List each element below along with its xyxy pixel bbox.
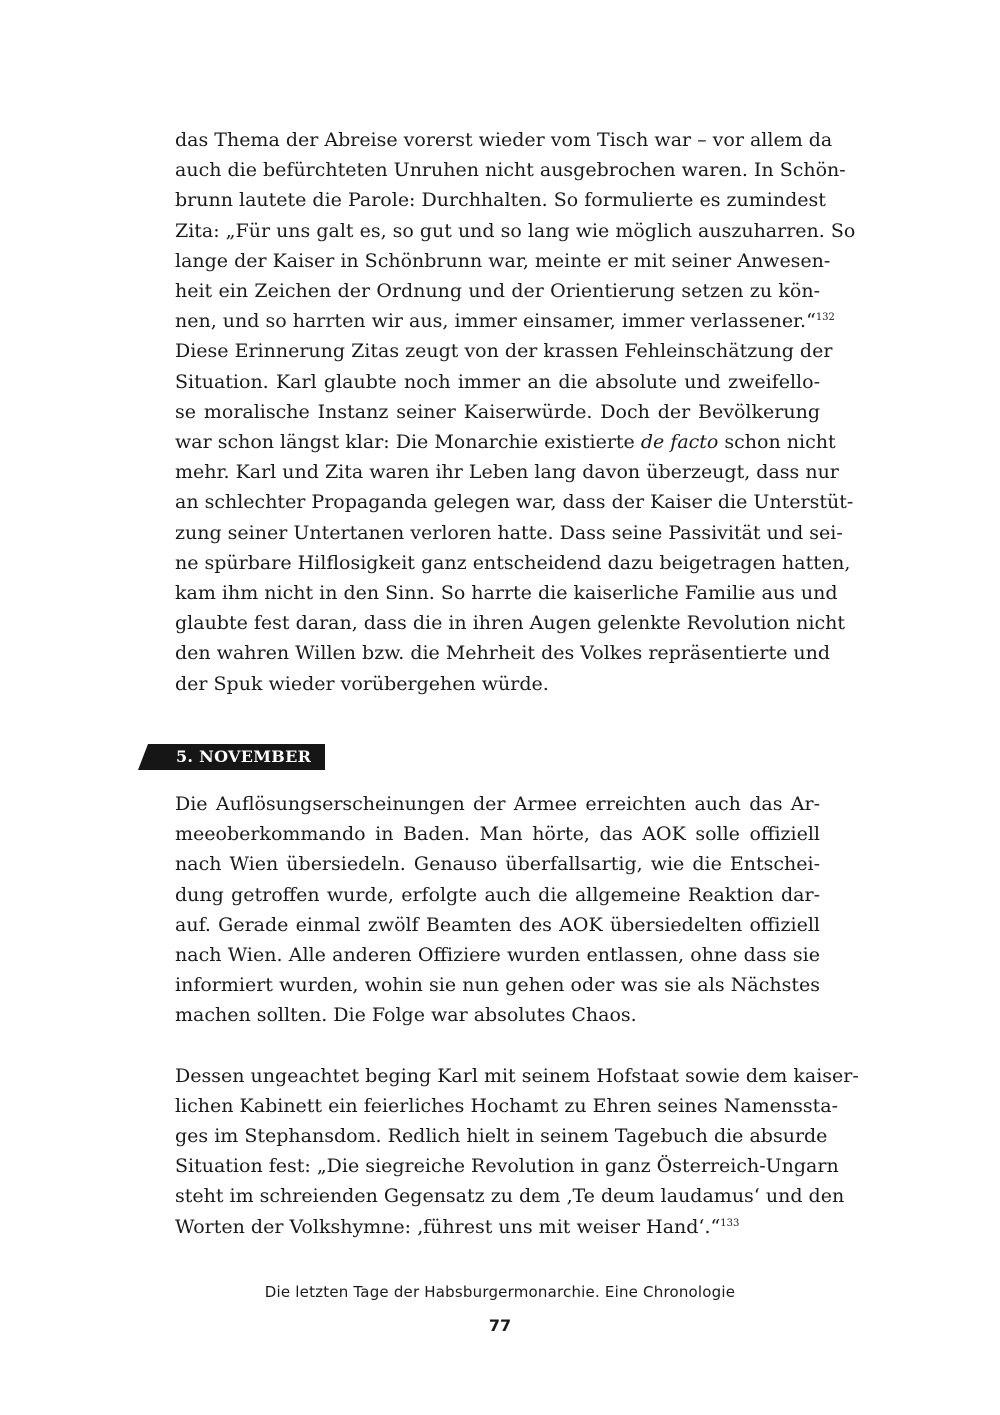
body-text-upper [175, 125, 856, 699]
text-line: auf. Gerade einmal zwölf Beamten des AOK übersiedelten offiziell [175, 913, 820, 936]
text-line: nach Wien. Alle anderen Offiziere wurden entlassen, ohne dass sie [175, 944, 820, 967]
footnote-reference: 133 [720, 1217, 740, 1229]
text-line: Die Auflösungserscheinungen der Armee erreichten auch das Ar- [175, 793, 820, 815]
text-line: Situation. Karl glaubte noch immer an die absolute und zweifello- [175, 370, 820, 393]
text-line: kam ihm nicht in den Sinn. So harrte die kaiserliche Familie aus und [175, 582, 838, 605]
text-line: lichen Kabinett ein feierliches Hochamt zu Ehren seines Namenssta- [175, 1094, 839, 1117]
text-line: auch die befürchteten Unruhen nicht ausgebrochen waren. In Schön- [175, 159, 846, 182]
text-line: ne spürbare Hilflosigkeit ganz entscheidend dazu beigetragen hatten, [175, 551, 851, 574]
text-line-with-footnote [175, 1212, 820, 1242]
text-line: nach Wien übersiedeln. Genauso überfallsartig, wie die Entschei- [175, 853, 820, 876]
footnote-reference: 132 [815, 312, 835, 324]
body-text-lower [175, 789, 859, 1242]
text-line-with-footnote [175, 306, 835, 336]
text-line: Situation fest: „Die siegreiche Revolution in ganz Österreich-Ungarn [175, 1155, 839, 1178]
text-line: informiert wurden, wohin sie nun gehen oder was sie als Nächstes [175, 974, 820, 997]
text-line: Zita: „Für uns galt es, so gut und so lang wie möglich auszuharren. So [175, 219, 856, 242]
text-line-with-italic [175, 427, 836, 457]
text-line: der Spuk wieder vorübergehen würde. [175, 672, 549, 695]
text-line: das Thema der Abreise vorerst wieder vom Tisch war – vor allem da [175, 129, 833, 151]
text-line: Diese Erinnerung Zitas zeugt von der krassen Fehleinschätzung der [175, 340, 833, 363]
text-line: meeoberkommando in Baden. Man hörte, das AOK solle offiziell [175, 823, 820, 846]
text-line: ges im Stephansdom. Redlich hielt in seinem Tagebuch die absurde [175, 1125, 828, 1148]
text-line: heit ein Zeichen der Ordnung und der Orientierung setzen zu kön- [175, 280, 820, 303]
text-line: nen, und so harrten wir aus, immer einsamer, immer verlassener.“ [175, 310, 816, 333]
section-heading-label: 5. NOVEMBER [176, 747, 312, 766]
text-line: an schlechter Propaganda gelegen war, dass der Kaiser die Unterstüt- [175, 491, 854, 514]
text-line: steht im schreienden Gegensatz zu dem ‚Te deum laudamus‘ und den [175, 1185, 845, 1208]
paragraph [175, 1061, 859, 1242]
text-line: zung seiner Untertanen verloren hatte. Dass seine Passivität und sei- [175, 521, 843, 544]
paragraph [175, 125, 856, 699]
text-line-continuation: schon nicht [718, 431, 836, 454]
heading-notch-decoration [138, 744, 148, 770]
text-line: lange der Kaiser in Schönbrunn war, meinte er mit seiner Anwesen- [175, 249, 831, 272]
section-heading [138, 744, 325, 770]
text-line: se moralische Instanz seiner Kaiserwürde. Doch der Bevölkerung [175, 400, 820, 423]
page-number: 77 [488, 1316, 512, 1335]
running-footer: Die letzten Tage der Habsburgermonarchie. Eine Chronologie [264, 1283, 736, 1301]
italic-phrase: de facto [640, 431, 719, 454]
text-line: mehr. Karl und Zita waren ihr Leben lang davon überzeugt, dass nur [175, 461, 839, 484]
text-line: den wahren Willen bzw. die Mehrheit des Volkes repräsentierte und [175, 642, 831, 665]
text-line: dung getroffen wurde, erfolgte auch die allgemeine Reaktion dar- [175, 883, 820, 906]
text-line: Dessen ungeachtet beging Karl mit seinem Hofstaat sowie dem kaiser- [175, 1064, 859, 1087]
paragraph [175, 789, 820, 1031]
text-line: glaubte fest daran, dass die in ihren Augen gelenkte Revolution nicht [175, 612, 845, 635]
text-line: brunn lautete die Parole: Durchhalten. So formulierte es zumindest [175, 189, 826, 212]
text-line: machen sollten. Die Folge war absolutes Chaos. [175, 1004, 637, 1027]
text-line: Worten der Volkshymne: ‚führest uns mit weiser Hand‘.“ [175, 1215, 721, 1238]
text-line: war schon längst klar: Die Monarchie existierte [175, 431, 641, 454]
